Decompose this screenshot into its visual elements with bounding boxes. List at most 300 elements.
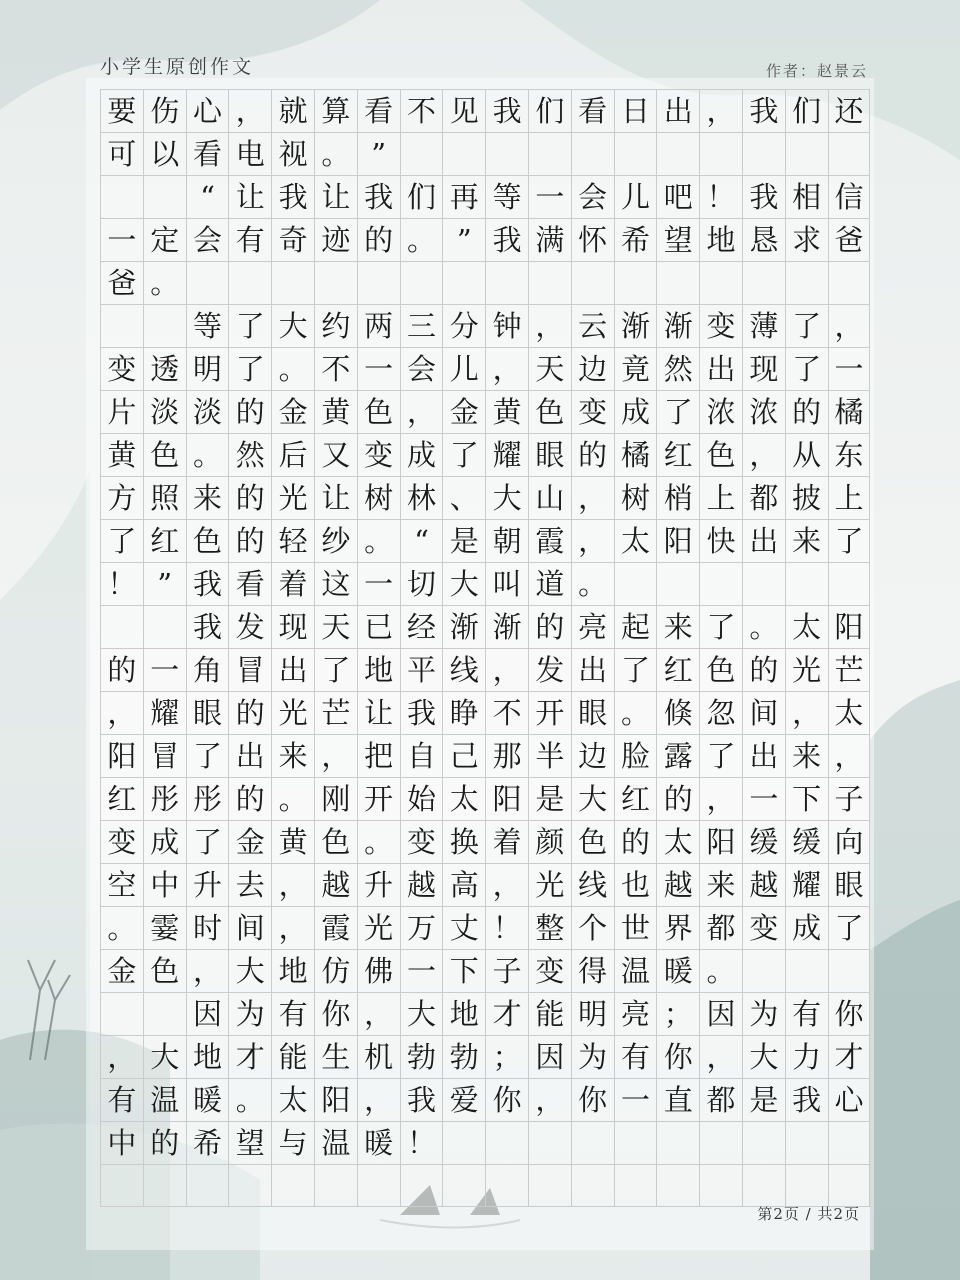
grid-cell: 子 xyxy=(828,777,871,820)
grid-cell: 道 xyxy=(528,562,571,605)
grid-cell xyxy=(828,562,871,605)
grid-cell: 奇 xyxy=(271,218,314,261)
grid-cell: 的 xyxy=(228,691,271,734)
grid-cell: 大 xyxy=(271,304,314,347)
grid-cell: 望 xyxy=(228,1121,271,1164)
grid-cell: 颜 xyxy=(528,820,571,863)
grid-cell: 了 xyxy=(442,433,485,476)
grid-cell: 光 xyxy=(271,691,314,734)
grid-cell: 线 xyxy=(442,648,485,691)
grid-cell: 色 xyxy=(143,433,186,476)
grid-cell: 红 xyxy=(656,648,699,691)
grid-cell: 越 xyxy=(742,863,785,906)
grid-cell: 得 xyxy=(571,949,614,992)
grid-cell: 变 xyxy=(699,304,742,347)
grid-cell: 亮 xyxy=(614,992,657,1035)
grid-cell: 了 xyxy=(828,519,871,562)
grid-cell: 来 xyxy=(186,476,229,519)
grid-cell xyxy=(742,261,785,304)
grid-cell: 迹 xyxy=(314,218,357,261)
grid-cell xyxy=(442,132,485,175)
grid-cell: 能 xyxy=(271,1035,314,1078)
grid-cell: 淡 xyxy=(143,390,186,433)
grid-cell: 了 xyxy=(656,390,699,433)
grid-cell: 我 xyxy=(742,89,785,132)
grid-cell: ， xyxy=(485,863,528,906)
grid-cell: ， xyxy=(271,906,314,949)
grid-cell: 变 xyxy=(100,347,143,390)
grid-cell xyxy=(742,562,785,605)
grid-cell: 边 xyxy=(571,734,614,777)
grid-cell: 变 xyxy=(357,433,400,476)
grid-cell: 越 xyxy=(314,863,357,906)
grid-cell: 经 xyxy=(400,605,443,648)
grid-cell: 的 xyxy=(228,476,271,519)
grid-cell xyxy=(528,1121,571,1164)
grid-cell: 红 xyxy=(656,433,699,476)
grid-cell: 的 xyxy=(528,605,571,648)
grid-cell: ， xyxy=(828,734,871,777)
grid-cell: 露 xyxy=(656,734,699,777)
grid-cell xyxy=(442,1164,485,1207)
grid-cell xyxy=(314,261,357,304)
grid-cell xyxy=(785,949,828,992)
grid-cell: ！ xyxy=(400,1121,443,1164)
grid-cell xyxy=(100,304,143,347)
grid-cell: 去 xyxy=(228,863,271,906)
grid-cell: 从 xyxy=(785,433,828,476)
grid-cell: 等 xyxy=(186,304,229,347)
grid-cell: 出 xyxy=(271,648,314,691)
grid-cell xyxy=(442,261,485,304)
grid-cell: 又 xyxy=(314,433,357,476)
grid-cell: 了 xyxy=(614,648,657,691)
grid-cell: 缓 xyxy=(742,820,785,863)
grid-cell: 一 xyxy=(357,347,400,390)
grid-cell: 彤 xyxy=(143,777,186,820)
grid-cell: 出 xyxy=(571,648,614,691)
grid-cell: 来 xyxy=(699,863,742,906)
page-indicator: 第2页 / 共2页 xyxy=(757,1205,860,1223)
grid-cell: 金 xyxy=(228,820,271,863)
grid-cell: 暖 xyxy=(186,1078,229,1121)
grid-cell: 约 xyxy=(314,304,357,347)
grid-cell: 让 xyxy=(228,175,271,218)
grid-cell: 照 xyxy=(143,476,186,519)
grid-cell: 。 xyxy=(143,261,186,304)
grid-cell xyxy=(186,261,229,304)
grid-cell: 一 xyxy=(100,218,143,261)
grid-cell: 金 xyxy=(442,390,485,433)
grid-cell: 出 xyxy=(656,89,699,132)
grid-cell: 浓 xyxy=(699,390,742,433)
grid-cell: 太 xyxy=(442,777,485,820)
grid-cell xyxy=(699,132,742,175)
grid-cell: 己 xyxy=(442,734,485,777)
grid-cell: 心 xyxy=(828,1078,871,1121)
grid-cell: 、 xyxy=(442,476,485,519)
grid-cell: 电 xyxy=(228,132,271,175)
grid-cell: 成 xyxy=(614,390,657,433)
grid-cell: 。 xyxy=(100,906,143,949)
grid-cell: 升 xyxy=(357,863,400,906)
grid-cell: 佛 xyxy=(357,949,400,992)
grid-cell: 相 xyxy=(785,175,828,218)
grid-cell: 们 xyxy=(785,89,828,132)
grid-cell: 大 xyxy=(571,777,614,820)
grid-cell: 淡 xyxy=(186,390,229,433)
grid-cell: 阳 xyxy=(100,734,143,777)
grid-cell: 一 xyxy=(614,1078,657,1121)
author-label: 作者：赵景云 xyxy=(765,62,868,80)
grid-cell xyxy=(571,261,614,304)
grid-cell: ， xyxy=(571,519,614,562)
grid-cell: 纱 xyxy=(314,519,357,562)
grid-cell: 间 xyxy=(228,906,271,949)
grid-cell: 儿 xyxy=(442,347,485,390)
grid-cell: 爸 xyxy=(828,218,871,261)
grid-cell: 。 xyxy=(228,1078,271,1121)
grid-cell xyxy=(228,261,271,304)
grid-cell: 太 xyxy=(614,519,657,562)
grid-cell: 让 xyxy=(314,476,357,519)
grid-cell: 暖 xyxy=(656,949,699,992)
grid-cell: 一 xyxy=(357,562,400,605)
grid-cell: ， xyxy=(485,648,528,691)
grid-cell: ， xyxy=(785,691,828,734)
grid-cell: 爱 xyxy=(442,1078,485,1121)
grid-cell: 我 xyxy=(357,175,400,218)
grid-cell: 睁 xyxy=(442,691,485,734)
grid-cell: 太 xyxy=(828,691,871,734)
grid-cell: 倏 xyxy=(656,691,699,734)
grid-cell: 芒 xyxy=(314,691,357,734)
grid-cell: 朝 xyxy=(485,519,528,562)
grid-cell: 色 xyxy=(699,648,742,691)
grid-cell: 光 xyxy=(357,906,400,949)
grid-cell: 的 xyxy=(357,218,400,261)
grid-cell: 黄 xyxy=(100,433,143,476)
grid-cell: 霞 xyxy=(528,519,571,562)
grid-cell: 希 xyxy=(614,218,657,261)
grid-cell: ， xyxy=(528,1078,571,1121)
grid-cell: 看 xyxy=(571,89,614,132)
grid-cell: 轻 xyxy=(271,519,314,562)
grid-cell: 耀 xyxy=(143,691,186,734)
grid-cell: 阳 xyxy=(828,605,871,648)
grid-cell: 温 xyxy=(314,1121,357,1164)
grid-cell: 让 xyxy=(314,175,357,218)
grid-cell xyxy=(699,1121,742,1164)
grid-cell: 光 xyxy=(528,863,571,906)
grid-cell: 们 xyxy=(528,89,571,132)
grid-cell: 你 xyxy=(485,1078,528,1121)
grid-cell: 透 xyxy=(143,347,186,390)
grid-cell: 光 xyxy=(271,476,314,519)
grid-cell: 脸 xyxy=(614,734,657,777)
grid-cell: 因 xyxy=(186,992,229,1035)
grid-cell: 已 xyxy=(357,605,400,648)
grid-cell: 渐 xyxy=(614,304,657,347)
grid-cell: 的 xyxy=(742,648,785,691)
grid-cell: 太 xyxy=(656,820,699,863)
grid-cell: ， xyxy=(699,1035,742,1078)
grid-cell: 明 xyxy=(186,347,229,390)
grid-cell: 间 xyxy=(742,691,785,734)
grid-cell xyxy=(271,261,314,304)
grid-cell: ！ xyxy=(699,175,742,218)
grid-cell: 爸 xyxy=(100,261,143,304)
grid-cell xyxy=(143,1164,186,1207)
grid-cell: 温 xyxy=(143,1078,186,1121)
grid-cell: 冒 xyxy=(143,734,186,777)
grid-cell xyxy=(271,1164,314,1207)
grid-cell: 黄 xyxy=(314,390,357,433)
grid-cell: 。 xyxy=(400,218,443,261)
grid-cell: 还 xyxy=(828,89,871,132)
grid-cell: 是 xyxy=(742,1078,785,1121)
grid-cell xyxy=(442,1121,485,1164)
grid-cell: 你 xyxy=(828,992,871,1035)
grid-cell: 不 xyxy=(485,691,528,734)
grid-cell: 空 xyxy=(100,863,143,906)
grid-cell xyxy=(785,261,828,304)
grid-cell: 切 xyxy=(400,562,443,605)
grid-cell: 开 xyxy=(357,777,400,820)
grid-cell xyxy=(614,261,657,304)
grid-cell: 太 xyxy=(271,1078,314,1121)
grid-cell: 竟 xyxy=(614,347,657,390)
grid-cell: 勃 xyxy=(442,1035,485,1078)
grid-cell: 成 xyxy=(785,906,828,949)
grid-cell: 我 xyxy=(186,562,229,605)
grid-cell: 有 xyxy=(100,1078,143,1121)
grid-cell: 了 xyxy=(828,906,871,949)
grid-cell xyxy=(699,1164,742,1207)
grid-cell: 世 xyxy=(614,906,657,949)
grid-cell: 中 xyxy=(143,863,186,906)
grid-cell: 片 xyxy=(100,390,143,433)
grid-cell: 才 xyxy=(228,1035,271,1078)
grid-cell: ， xyxy=(742,433,785,476)
grid-cell: 色 xyxy=(571,820,614,863)
grid-cell: 林 xyxy=(400,476,443,519)
grid-cell: 然 xyxy=(228,433,271,476)
grid-cell: 梢 xyxy=(656,476,699,519)
grid-cell: ， xyxy=(357,992,400,1035)
grid-cell: 色 xyxy=(314,820,357,863)
grid-cell: 地 xyxy=(271,949,314,992)
grid-cell: 方 xyxy=(100,476,143,519)
grid-cell: 亮 xyxy=(571,605,614,648)
grid-cell xyxy=(656,261,699,304)
grid-cell: 红 xyxy=(143,519,186,562)
grid-cell: 来 xyxy=(785,734,828,777)
grid-cell: 那 xyxy=(485,734,528,777)
grid-cell: 。 xyxy=(614,691,657,734)
grid-cell: 阳 xyxy=(314,1078,357,1121)
grid-cell: 界 xyxy=(656,906,699,949)
grid-cell: 上 xyxy=(699,476,742,519)
grid-cell: 子 xyxy=(485,949,528,992)
grid-cell: 我 xyxy=(485,218,528,261)
grid-cell: 自 xyxy=(400,734,443,777)
grid-cell xyxy=(742,132,785,175)
grid-cell: 变 xyxy=(528,949,571,992)
grid-cell: 半 xyxy=(528,734,571,777)
grid-cell: 快 xyxy=(699,519,742,562)
grid-cell xyxy=(228,1164,271,1207)
grid-cell: 见 xyxy=(442,89,485,132)
grid-cell: 会 xyxy=(400,347,443,390)
grid-cell: 我 xyxy=(271,175,314,218)
grid-cell: ， xyxy=(571,476,614,519)
grid-cell: ， xyxy=(314,734,357,777)
grid-cell: 生 xyxy=(314,1035,357,1078)
grid-cell xyxy=(742,1121,785,1164)
grid-cell xyxy=(828,1164,871,1207)
grid-cell xyxy=(656,562,699,605)
grid-cell: ， xyxy=(528,304,571,347)
grid-cell: 望 xyxy=(656,218,699,261)
grid-cell: 一 xyxy=(143,648,186,691)
grid-cell: 渐 xyxy=(656,304,699,347)
grid-cell xyxy=(528,1164,571,1207)
grid-cell: 大 xyxy=(143,1035,186,1078)
grid-cell: 都 xyxy=(699,1078,742,1121)
grid-cell xyxy=(785,562,828,605)
grid-cell: 渐 xyxy=(442,605,485,648)
grid-cell: 大 xyxy=(400,992,443,1035)
grid-cell xyxy=(186,1164,229,1207)
grid-cell: 是 xyxy=(442,519,485,562)
grid-cell xyxy=(828,949,871,992)
grid-cell: ， xyxy=(100,691,143,734)
grid-cell: 能 xyxy=(528,992,571,1035)
grid-cell: 大 xyxy=(442,562,485,605)
grid-cell: 有 xyxy=(228,218,271,261)
grid-cell: 有 xyxy=(271,992,314,1035)
grid-cell xyxy=(785,1121,828,1164)
grid-cell: 会 xyxy=(186,218,229,261)
grid-cell: 的 xyxy=(656,777,699,820)
grid-cell xyxy=(742,949,785,992)
grid-cell: 耀 xyxy=(785,863,828,906)
grid-cell: 怀 xyxy=(571,218,614,261)
grid-cell: 渐 xyxy=(485,605,528,648)
grid-cell: 定 xyxy=(143,218,186,261)
grid-cell: 的 xyxy=(228,519,271,562)
grid-cell: ； xyxy=(485,1035,528,1078)
grid-cell: 彤 xyxy=(186,777,229,820)
grid-cell: 下 xyxy=(785,777,828,820)
grid-cell: 了 xyxy=(699,605,742,648)
grid-cell: 然 xyxy=(656,347,699,390)
grid-cell xyxy=(143,605,186,648)
grid-cell: 着 xyxy=(485,820,528,863)
grid-cell: 冒 xyxy=(228,648,271,691)
grid-cell: 吧 xyxy=(656,175,699,218)
grid-cell: 我 xyxy=(742,175,785,218)
grid-cell: 树 xyxy=(614,476,657,519)
grid-cell: 三 xyxy=(400,304,443,347)
grid-cell: 了 xyxy=(186,734,229,777)
grid-cell: 不 xyxy=(400,89,443,132)
grid-cell: 下 xyxy=(442,949,485,992)
grid-cell xyxy=(485,132,528,175)
grid-cell: 的 xyxy=(100,648,143,691)
grid-cell: 这 xyxy=(314,562,357,605)
grid-cell: 黄 xyxy=(485,390,528,433)
grid-cell: 要 xyxy=(100,89,143,132)
grid-cell: 出 xyxy=(228,734,271,777)
grid-cell: 仿 xyxy=(314,949,357,992)
grid-cell xyxy=(828,1121,871,1164)
grid-cell: 因 xyxy=(528,1035,571,1078)
grid-cell: 变 xyxy=(571,390,614,433)
grid-cell: 把 xyxy=(357,734,400,777)
grid-cell: 视 xyxy=(271,132,314,175)
grid-cell: 阳 xyxy=(699,820,742,863)
grid-cell: 一 xyxy=(742,777,785,820)
grid-cell: ， xyxy=(271,863,314,906)
grid-cell: 来 xyxy=(656,605,699,648)
grid-cell: 伤 xyxy=(143,89,186,132)
grid-cell xyxy=(699,261,742,304)
grid-cell: 金 xyxy=(100,949,143,992)
grid-cell: 开 xyxy=(528,691,571,734)
grid-cell: 了 xyxy=(228,304,271,347)
grid-cell: 越 xyxy=(656,863,699,906)
grid-cell: 一 xyxy=(828,347,871,390)
grid-cell: 阳 xyxy=(485,777,528,820)
grid-cell: 了 xyxy=(186,820,229,863)
grid-cell: 天 xyxy=(314,605,357,648)
grid-cell: 发 xyxy=(528,648,571,691)
grid-cell: 两 xyxy=(357,304,400,347)
grid-cell: 。 xyxy=(742,605,785,648)
grid-cell: 会 xyxy=(571,175,614,218)
grid-cell xyxy=(143,304,186,347)
grid-cell: 你 xyxy=(314,992,357,1035)
grid-cell: 升 xyxy=(186,863,229,906)
grid-cell: ； xyxy=(656,992,699,1035)
grid-cell: 。 xyxy=(271,777,314,820)
grid-cell: 都 xyxy=(699,906,742,949)
grid-cell: 我 xyxy=(485,89,528,132)
grid-cell: 中 xyxy=(100,1121,143,1164)
grid-cell: 树 xyxy=(357,476,400,519)
grid-cell: 为 xyxy=(742,992,785,1035)
grid-cell: ” xyxy=(442,218,485,261)
grid-cell: 个 xyxy=(571,906,614,949)
grid-cell: 是 xyxy=(528,777,571,820)
grid-cell: 浓 xyxy=(742,390,785,433)
grid-cell xyxy=(400,132,443,175)
grid-cell: 大 xyxy=(485,476,528,519)
grid-cell: 地 xyxy=(357,648,400,691)
grid-cell xyxy=(571,132,614,175)
grid-cell: 勃 xyxy=(400,1035,443,1078)
grid-cell: 看 xyxy=(186,132,229,175)
grid-cell: 的 xyxy=(614,820,657,863)
grid-cell: 的 xyxy=(228,777,271,820)
grid-cell xyxy=(571,1121,614,1164)
grid-cell: 后 xyxy=(271,433,314,476)
grid-cell: 变 xyxy=(742,906,785,949)
grid-cell: 耀 xyxy=(485,433,528,476)
grid-cell: 机 xyxy=(357,1035,400,1078)
